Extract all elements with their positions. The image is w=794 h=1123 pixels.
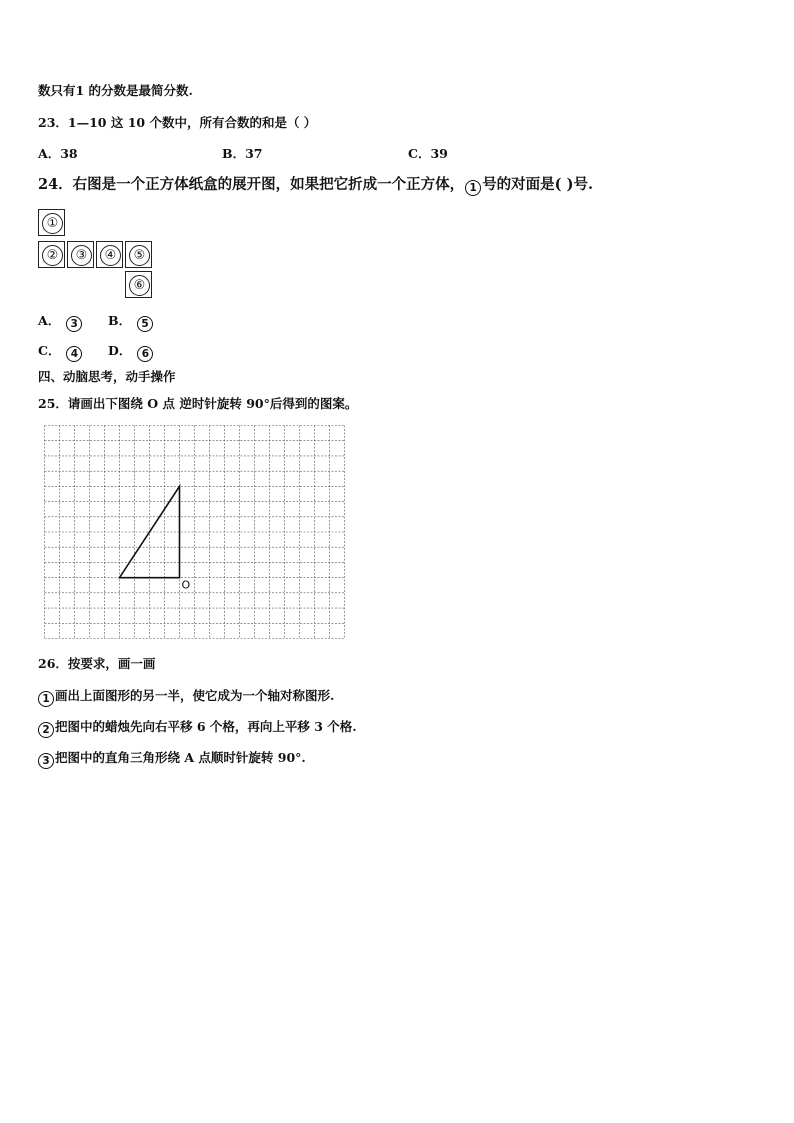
q24-option-a-label: A．	[38, 313, 61, 328]
q23-option-c[interactable]: C．39	[408, 146, 448, 161]
q26-item-2-text: 把图中的蜡烛先向右平移 6 个格，再向上平移 3 个格.	[55, 719, 357, 734]
point-o-label: O	[181, 578, 191, 592]
rotation-grid-figure	[44, 425, 345, 639]
q26-item-2	[38, 719, 357, 738]
question-25: 25．请画出下图绕 O 点 逆时针旋转 90°后得到的图案。	[38, 396, 358, 411]
net-face-2	[38, 241, 65, 268]
q26-item-1-text: 画出上面图形的另一半，使它成为一个轴对称图形.	[55, 688, 335, 703]
circled-number-1: 1	[465, 180, 481, 196]
net-face-3-label: ③	[71, 245, 92, 266]
q24-option-b[interactable]	[108, 313, 153, 332]
circled-number-3: 3	[38, 753, 54, 769]
circled-number-3: 3	[66, 316, 82, 332]
net-face-1	[38, 209, 65, 236]
net-face-4	[96, 241, 123, 268]
net-face-6	[125, 271, 152, 298]
q23-option-a[interactable]: A．38	[38, 146, 78, 161]
q24-option-a[interactable]	[38, 313, 82, 332]
circled-number-2: 2	[38, 722, 54, 738]
circled-number-6: 6	[137, 346, 153, 362]
q24-option-b-label: B．	[108, 313, 132, 328]
q26-item-3	[38, 750, 306, 769]
circled-number-1: 1	[38, 691, 54, 707]
question-24	[38, 177, 593, 196]
grid-svg	[44, 425, 345, 639]
q24-option-d-label: D．	[108, 343, 132, 358]
net-face-1-label: ①	[42, 213, 63, 234]
circled-number-5: 5	[137, 316, 153, 332]
q24-text-post: 号的对面是( )号.	[482, 176, 594, 193]
net-face-5	[125, 241, 152, 268]
section-4-heading: 四、动脑思考，动手操作	[38, 369, 176, 384]
net-face-3	[67, 241, 94, 268]
q24-option-c-label: C．	[38, 343, 61, 358]
net-face-4-label: ④	[100, 245, 121, 266]
net-face-6-label: ⑥	[129, 275, 150, 296]
intro-text: 数只有1 的分数是最简分数.	[38, 83, 193, 98]
q26-item-3-text: 把图中的直角三角形绕 A 点顺时针旋转 90°.	[55, 750, 306, 765]
q23-option-b[interactable]: B．37	[222, 146, 263, 161]
net-face-2-label: ②	[42, 245, 63, 266]
grid-lines	[45, 426, 345, 639]
net-face-5-label: ⑤	[129, 245, 150, 266]
question-23: 23．1—10 这 10 个数中，所有合数的和是（ ）	[38, 115, 317, 130]
cube-net-figure	[38, 209, 158, 299]
q24-text-pre: 24．右图是一个正方体纸盒的展开图，如果把它折成一个正方体，	[38, 176, 465, 193]
circled-number-4: 4	[66, 346, 82, 362]
q24-option-d[interactable]	[108, 343, 153, 362]
q24-option-c[interactable]	[38, 343, 82, 362]
q26-item-1	[38, 688, 334, 707]
question-26: 26．按要求，画一画	[38, 656, 156, 671]
